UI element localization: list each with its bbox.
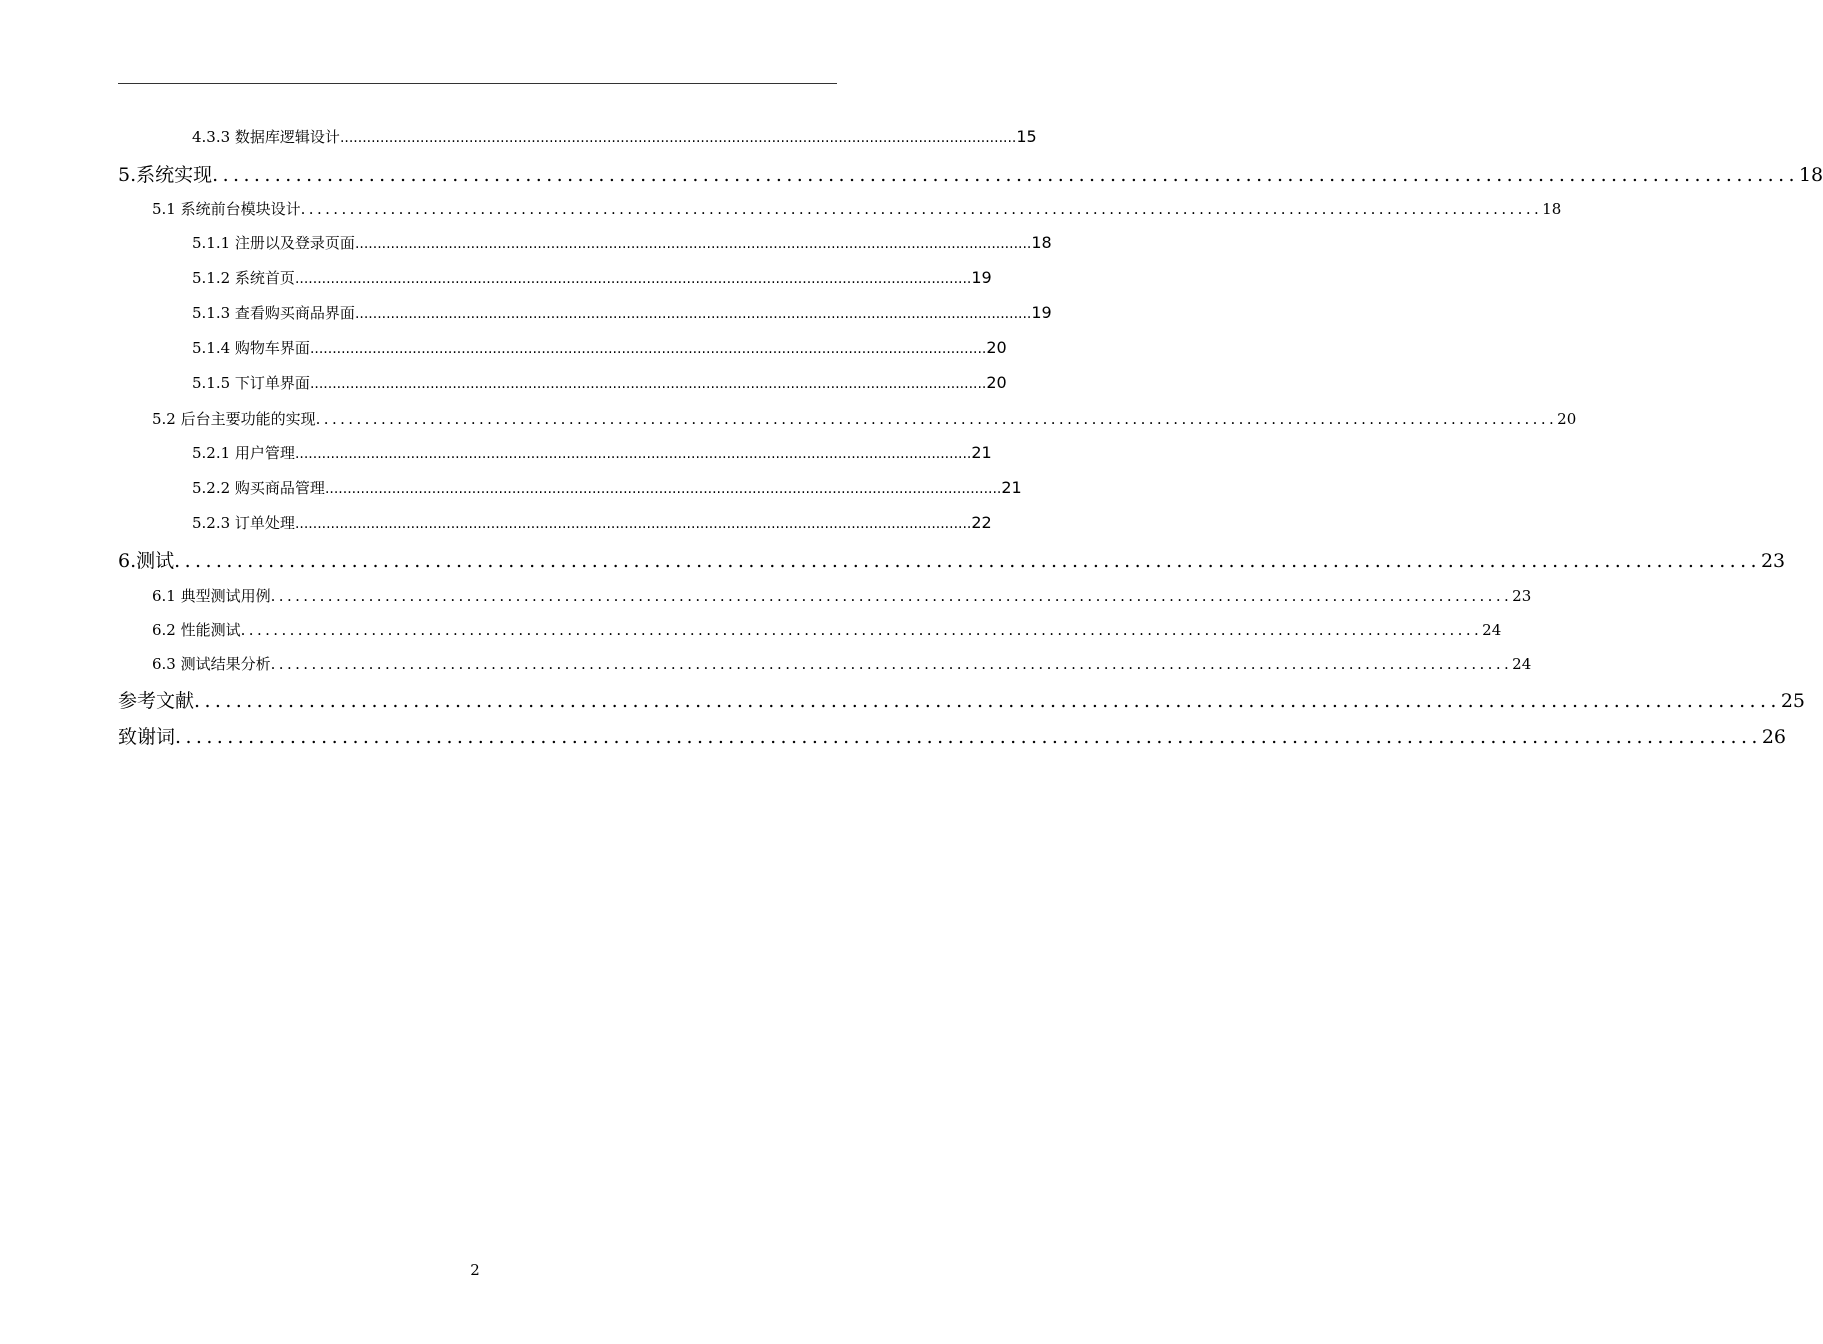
dot-leader: ........................................................................................................................................................	[315, 410, 1558, 428]
dot-leader: ........................................................................................................................................................	[339, 130, 1017, 146]
toc-entry-label: 6.2 性能测试	[152, 621, 241, 639]
toc-entry[interactable]	[192, 302, 1052, 323]
toc-entry[interactable]	[192, 126, 1037, 147]
toc-entry-page: 25	[1780, 690, 1806, 712]
dot-leader: ........................................................................................................................................................	[300, 200, 1543, 218]
toc-entry-page: 24	[1482, 621, 1502, 639]
toc-entry-page: 19	[1031, 303, 1052, 322]
toc-entry-label: 5.2.1 用户管理	[192, 444, 295, 462]
toc-entry[interactable]	[192, 232, 1052, 253]
dot-leader: ........................................................................................................................................................	[175, 726, 1762, 748]
toc-entry-label: 5.系统实现	[118, 164, 213, 186]
toc-entry[interactable]	[152, 408, 1577, 429]
toc-entry-page: 20	[986, 338, 1007, 357]
toc-entry[interactable]	[192, 337, 1007, 358]
page-number: 2	[470, 1261, 480, 1279]
toc-entry[interactable]	[192, 512, 992, 533]
toc-entry-page: 26	[1761, 726, 1787, 748]
dot-leader: ........................................................................................................................................................	[309, 376, 987, 392]
toc-entry[interactable]	[152, 619, 1502, 640]
toc-entry-page: 22	[971, 513, 992, 532]
dot-leader: ........................................................................................................................................................	[174, 550, 1761, 572]
toc-entry[interactable]	[192, 372, 1007, 393]
toc-entry[interactable]	[118, 546, 1786, 573]
toc-entry-label: 5.1.4 购物车界面	[192, 339, 310, 357]
dot-leader: ........................................................................................................................................................	[270, 655, 1513, 673]
toc-entry-label: 6.1 典型测试用例	[152, 587, 271, 605]
toc-entry[interactable]	[152, 653, 1532, 674]
toc-entry-page: 24	[1512, 655, 1532, 673]
toc-entry-page: 20	[1557, 410, 1577, 428]
toc-entry-page: 20	[986, 373, 1007, 392]
toc-entry-page: 21	[971, 443, 992, 462]
dot-leader: ........................................................................................................................................................	[354, 306, 1032, 322]
dot-leader: ........................................................................................................................................................	[309, 341, 987, 357]
toc-entry-page: 19	[971, 268, 992, 287]
toc-entry[interactable]	[118, 686, 1806, 713]
toc-entry[interactable]	[118, 722, 1787, 749]
dot-leader: ........................................................................................................................................................	[212, 164, 1799, 186]
dot-leader: ........................................................................................................................................................	[240, 621, 1483, 639]
toc-entry-page: 23	[1760, 550, 1786, 572]
toc-entry-label: 5.1.2 系统首页	[192, 269, 295, 287]
toc-entry[interactable]	[192, 267, 992, 288]
toc-entry-label: 5.1.1 注册以及登录页面	[192, 234, 355, 252]
dot-leader: ........................................................................................................................................................	[324, 481, 1002, 497]
toc-entry-label: 参考文献	[118, 690, 195, 712]
dot-leader: ........................................................................................................................................................	[270, 587, 1513, 605]
toc-entry-label: 5.1 系统前台模块设计	[152, 200, 301, 218]
dot-leader: ........................................................................................................................................................	[294, 516, 972, 532]
toc-entry-label: 5.2.3 订单处理	[192, 514, 295, 532]
toc-entry[interactable]	[192, 477, 1022, 498]
toc-entry-label: 6.测试	[118, 550, 175, 572]
toc-entry-label: 5.2.2 购买商品管理	[192, 479, 325, 497]
toc-entry[interactable]	[192, 442, 992, 463]
toc-entry-page: 18	[1542, 200, 1562, 218]
toc-entry-label: 5.1.3 查看购买商品界面	[192, 304, 355, 322]
toc-entry-label: 致谢词	[118, 726, 176, 748]
dot-leader: ........................................................................................................................................................	[194, 690, 1781, 712]
dot-leader: ........................................................................................................................................................	[294, 271, 972, 287]
toc-entry[interactable]	[152, 585, 1532, 606]
header-rule	[118, 83, 837, 84]
toc-entry-page: 18	[1798, 164, 1823, 186]
dot-leader: ........................................................................................................................................................	[294, 446, 972, 462]
toc-entry-label: 5.2 后台主要功能的实现	[152, 410, 316, 428]
toc-entry-page: 18	[1031, 233, 1052, 252]
toc-entry-label: 6.3 测试结果分析	[152, 655, 271, 673]
toc-entry-page: 15	[1016, 127, 1037, 146]
toc-entry-label: 5.1.5 下订单界面	[192, 374, 310, 392]
toc-entry[interactable]	[152, 198, 1562, 219]
toc-entry-page: 23	[1512, 587, 1532, 605]
dot-leader: ........................................................................................................................................................	[354, 236, 1032, 252]
toc-entry-page: 21	[1001, 478, 1022, 497]
toc-entry[interactable]	[118, 160, 1823, 187]
toc-entry-label: 4.3.3 数据库逻辑设计	[192, 128, 340, 146]
